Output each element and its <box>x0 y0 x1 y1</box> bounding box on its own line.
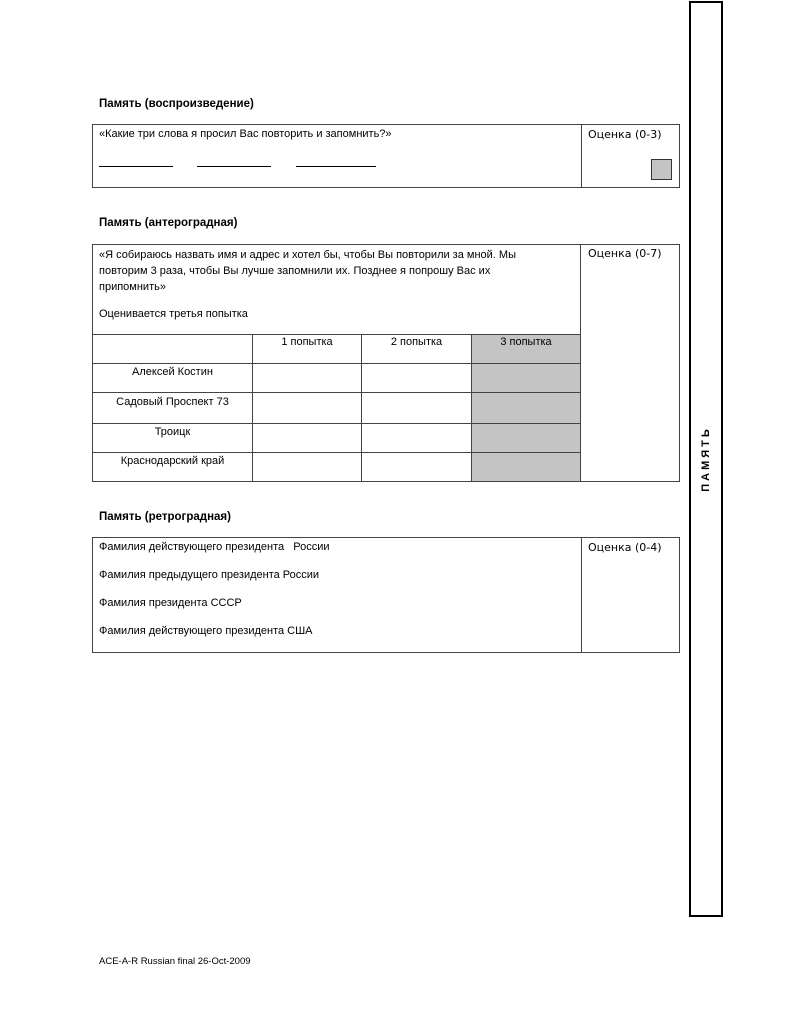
retrograde-item-3: Фамилия президента СССР <box>99 597 242 609</box>
retrograde-item-1: Фамилия действующего президента России <box>99 541 330 553</box>
row-label-name: Алексей Костин <box>132 366 213 378</box>
grid-line <box>471 334 472 481</box>
anterograde-score-label: Оценка (0-7) <box>588 247 662 260</box>
recall-heading: Память (воспроизведение) <box>99 98 254 110</box>
anterograde-instruction-line-2: повторим 3 раза, чтобы Вы лучше запомнили их. Позднее я попрошу Вас их <box>99 265 491 277</box>
recall-score-label: Оценка (0-3) <box>588 128 662 141</box>
anterograde-heading: Память (антероградная) <box>99 217 238 229</box>
grid-line <box>93 423 580 424</box>
recall-question: «Какие три слова я просил Вас повторить и запомнить?» <box>99 128 392 140</box>
grid-line <box>252 334 253 481</box>
retrograde-divider <box>581 538 582 652</box>
footer-text: ACE-A-R Russian final 26-Oct-2009 <box>99 956 251 967</box>
sidebar-label: ПАМЯТЬ <box>700 426 712 492</box>
trial-3-shaded-column <box>471 334 580 481</box>
grid-line <box>93 334 580 335</box>
anterograde-instruction <box>99 247 516 295</box>
recall-divider <box>581 125 582 187</box>
retrograde-heading: Память (ретроградная) <box>99 511 231 523</box>
retrograde-score-label: Оценка (0-4) <box>588 541 662 554</box>
grid-line <box>93 452 580 453</box>
grid-line <box>93 363 580 364</box>
grid-line <box>361 334 362 481</box>
section-sidebar <box>689 1 723 917</box>
anterograde-note: Оценивается третья попытка <box>99 308 248 320</box>
column-header-trial-1: 1 попытка <box>281 336 333 348</box>
anterograde-instruction-line-3: припомнить» <box>99 281 166 293</box>
grid-line <box>93 392 580 393</box>
recall-answer-blank-1[interactable] <box>99 166 173 167</box>
recall-answer-blank-2[interactable] <box>197 166 271 167</box>
recall-answer-blank-3[interactable] <box>296 166 376 167</box>
recall-score-box[interactable] <box>651 159 672 180</box>
retrograde-item-2: Фамилия предыдущего президента России <box>99 569 320 581</box>
column-header-trial-2: 2 попытка <box>390 336 443 348</box>
column-header-trial-3: 3 попытка <box>500 336 552 348</box>
anterograde-divider <box>580 245 581 481</box>
retrograde-item-4: Фамилия действующего президента США <box>99 625 313 637</box>
row-label-region: Краснодарский край <box>120 455 225 467</box>
row-label-town: Троицк <box>154 426 191 438</box>
row-label-street: Садовый Проспект 73 <box>116 396 229 408</box>
anterograde-instruction-line-1: «Я собираюсь назвать имя и адрес и хотел бы, чтобы Вы повторили за мной. Мы <box>99 249 516 261</box>
